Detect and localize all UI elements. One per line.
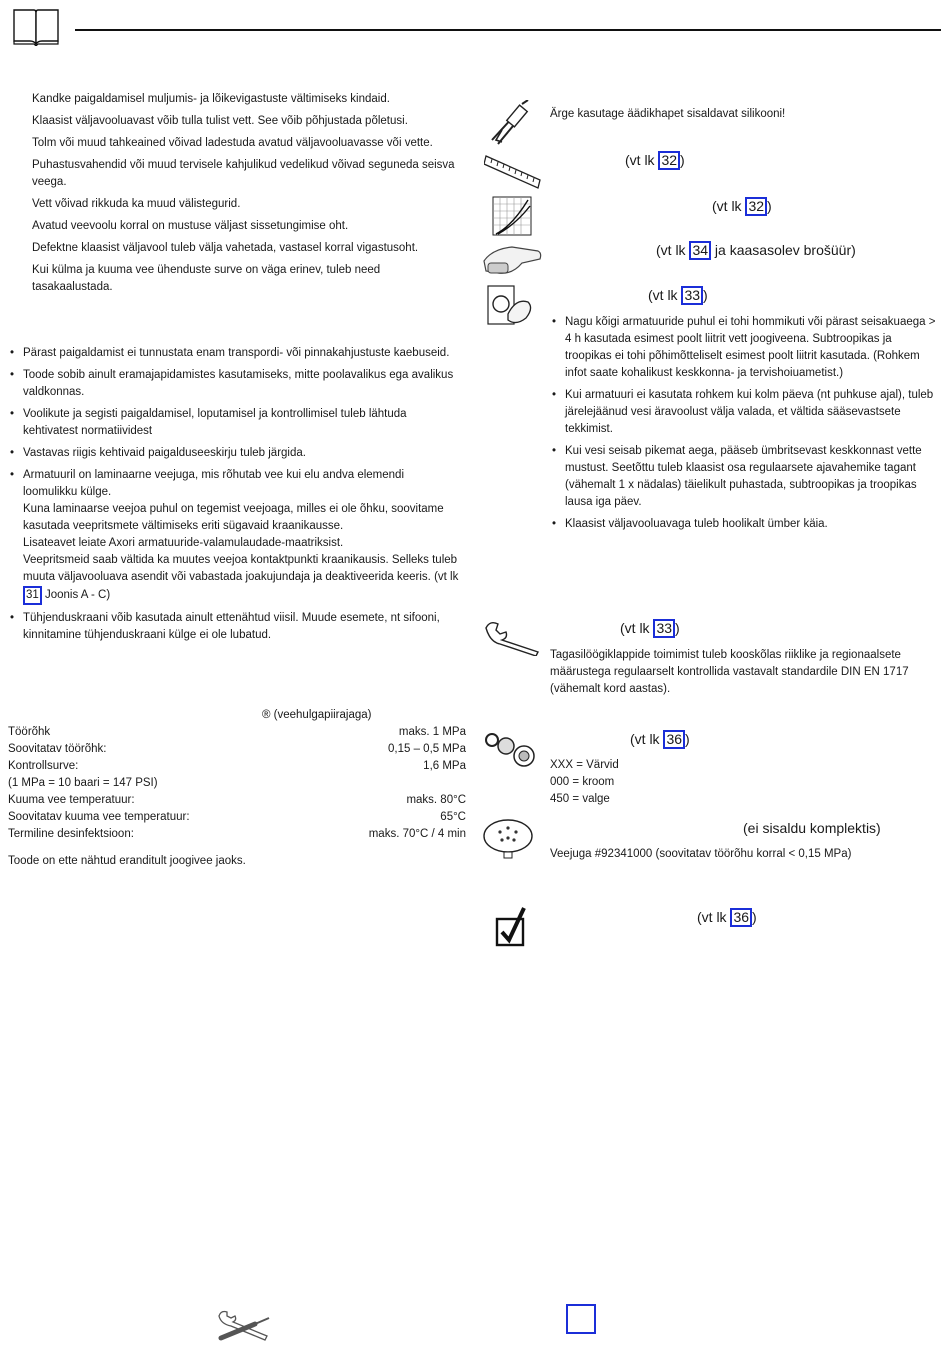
- laminar-text-2: Kuna laminaarse veejoa puhul on tegemist veejoaga, milles ei ole õhku, soovitame kasutada veepritsmete vältimiseks eriti sügavaid kraanikausse.: [23, 503, 444, 532]
- tech-value: 65°C: [440, 811, 466, 823]
- ref-cleaning: [656, 240, 856, 260]
- color-code: 450 =: [550, 793, 580, 805]
- tech-value: maks. 70°C / 4 min: [368, 828, 466, 840]
- ref-spare-parts: [630, 729, 690, 749]
- not-included-label: (ei sisaldu komplektis): [743, 820, 881, 836]
- tech-label: Soovitatav töörõhk:: [8, 743, 107, 755]
- page-link-33[interactable]: 33: [681, 286, 703, 305]
- ref-brochure: ja kaasasolev brošüür): [711, 242, 856, 258]
- flow-diagram-icon: [492, 196, 532, 236]
- warning-dust: Tolm või muud tahkeained võivad ladestuda avatud väljavooluavasse või vette.: [32, 137, 433, 149]
- cleaning-hand-icon: [482, 241, 544, 277]
- list-item: • Pärast paigaldamist ei tunnustata enam transpordi- või pinnakahjustuste kaebuseid.: [8, 345, 460, 362]
- tech-label: Kuuma vee temperatuur:: [8, 794, 135, 806]
- list-item: [550, 774, 619, 791]
- tech-data-table: [8, 724, 466, 843]
- book-icon: [12, 6, 60, 46]
- warning-pressure-balance: Kui külma ja kuuma vee ühenduste surve on väga erinev, tuleb need tasakaalustada.: [32, 264, 381, 293]
- color-codes: [550, 757, 619, 808]
- color-code: XXX =: [550, 759, 583, 771]
- page-link-31[interactable]: 31: [23, 586, 42, 605]
- ref-suffix: ): [675, 620, 680, 636]
- ref-suffix: ): [767, 198, 772, 214]
- wrench-icon: [482, 620, 542, 656]
- jet-regulator-icon: [482, 818, 534, 862]
- potable-water-note: Toode on ette nähtud eranditult joogivee jaoks.: [8, 855, 246, 867]
- ref-prefix: (vt lk: [620, 620, 654, 636]
- list-item: [550, 791, 619, 808]
- color-name: Värvid: [586, 759, 619, 771]
- list-item: • Toode sobib ainult eramajapidamistes kasutamiseks, mitte poolavalikus ega avalikus valdkonnas.: [8, 367, 460, 401]
- list-item: • Vastavas riigis kehtivaid paigalduseeskirju tuleb järgida.: [8, 445, 460, 462]
- warning-hot-water: Klaasist väljavooluavast võib tulla tulist vett. See võib põhjustada põletusi.: [32, 115, 408, 127]
- ref-suffix: ): [752, 909, 757, 925]
- table-row: [8, 792, 466, 809]
- ref-prefix: (vt lk: [656, 242, 690, 258]
- silicone-warning: Ärge kasutage äädikhapet sisaldavat silikooni!: [550, 108, 786, 120]
- ref-dimensions: [625, 150, 685, 170]
- page-link-box[interactable]: [566, 1304, 596, 1334]
- warning-cleaning-agents: Puhastusvahendid või muud tervisele kahjulikud vedelikud võivad seguneda seisva veega.: [32, 159, 455, 188]
- table-row: [8, 741, 466, 758]
- warning-gloves: Kandke paigaldamisel muljumis- ja lõikevigastuste vältimiseks kindaid.: [32, 93, 390, 105]
- maintenance-text: Tagasilöögiklappide toimimist tuleb kooskõlas riiklike ja regionaalsete määrustega regulaarselt kontrollida vastavalt standardile DIN EN 1717 (vähemalt kord aastas).: [550, 649, 909, 695]
- ref-test-certificate: [697, 907, 757, 927]
- tech-label: Kontrollsurve:: [8, 760, 79, 772]
- ref-flow-diagram: [712, 196, 772, 216]
- table-row: [8, 826, 466, 843]
- checkbox-check-icon: [494, 906, 528, 948]
- safety-warnings: [32, 91, 457, 301]
- ref-suffix: ): [703, 287, 708, 303]
- list-item: • Voolikute ja segisti paigaldamisel, loputamisel ja kontrollimisel tuleb lähtuda kehtivatest normatiividest: [8, 406, 460, 440]
- list-item-laminar: [8, 467, 460, 605]
- table-row: [8, 809, 466, 826]
- warning-external-factors: Vett võivad rikkuda ka muud välistegurid.: [32, 198, 241, 210]
- silicone-gun-icon: [488, 100, 532, 146]
- ref-prefix: (vt lk: [712, 198, 746, 214]
- ref-maintenance: [620, 618, 680, 638]
- list-item: • Klaasist väljavooluavaga tuleb hoolikalt ümber käia.: [550, 516, 940, 533]
- ref-hygiene: [648, 285, 708, 305]
- list-item: • Kui armatuuri ei kasutata rohkem kui kolm päeva (nt puhkuse ajal), tuleb järelejäänud vesi äravoolust välja valada, et vältida sääsevastsete tekkimist.: [550, 387, 940, 438]
- installation-notes: [8, 345, 460, 649]
- tech-value: 0,15 – 0,5 MPa: [388, 743, 466, 755]
- page-link-34[interactable]: 34: [689, 241, 711, 260]
- laminar-text-1: Armatuuril on laminaarne veejuga, mis rõhutab vee kui elu andva elemendi loomulikku külge.: [23, 469, 404, 498]
- spare-parts-icon: [482, 728, 542, 772]
- warning-dirt-ingress: Avatud veevoolu korral on mustuse väljast sissetungimise oht.: [32, 220, 349, 232]
- list-item-drain: • Tühjenduskraani võib kasutada ainult ettenähtud viisil. Muude esemete, nt sifooni, kinnitamine tühjenduskraani külge ei ole lubatud.: [8, 610, 460, 644]
- tech-header: ® (veehulgapiirajaga): [262, 709, 372, 721]
- table-row: [8, 724, 466, 741]
- page-link-32[interactable]: 32: [745, 197, 767, 216]
- list-item: • Kui vesi seisab pikemat aega, pääseb ümbritsevast keskkonnast vette mustust. Seetõttu tuleb klaasist osa regulaarsete ajavahemike tagant (vähemalt 1 x nädalas) täielikult puhastada, subtroopikas ja troopikas lausa iga päev.: [550, 443, 940, 511]
- laminar-text-4-end: Joonis A - C): [41, 589, 111, 601]
- page-link-36[interactable]: 36: [730, 908, 752, 927]
- ruler-icon: [484, 152, 542, 192]
- tech-value: maks. 80°C: [406, 794, 466, 806]
- tools-icon: [215, 1308, 273, 1346]
- ref-prefix: (vt lk: [625, 152, 659, 168]
- ref-prefix: (vt lk: [648, 287, 682, 303]
- list-item: • Nagu kõigi armatuuride puhul ei tohi hommikuti või pärast seisakuaega > 4 h kasutada esimest poolt liitrit vett joogiveena. Subtroopikas ja troopikas ei tohi põhimõtteliselt esimest poolt liitrit kasutada. (Rohkem infot saate kohalikust keskkonna- ja tervishoiuametist.): [550, 314, 940, 382]
- page-link-36[interactable]: 36: [663, 730, 685, 749]
- header-rule: [75, 29, 941, 31]
- tech-label: (1 MPa = 10 baari = 147 PSI): [8, 777, 158, 789]
- tech-value: maks. 1 MPa: [398, 726, 466, 738]
- warning-defective-glass: Defektne klaasist väljavool tuleb välja vahetada, vastasel korral vigastusoht.: [32, 242, 419, 254]
- ref-prefix: (vt lk: [630, 731, 664, 747]
- color-name: kroom: [582, 776, 615, 788]
- ref-suffix: ): [685, 731, 690, 747]
- color-code: 000 =: [550, 776, 580, 788]
- page-link-32[interactable]: 32: [658, 151, 680, 170]
- laminar-text-4: Veepritsmeid saab vältida ka muutes veejoa kontaktpunkti kraanikausis. Selleks tuleb muuta väljavooluava asendit või vabastada joakujundaja ja deaktiveerida keeris. (vt lk: [23, 554, 459, 583]
- tech-label: Soovitatav kuuma vee temperatuur:: [8, 811, 190, 823]
- table-row: [8, 775, 466, 792]
- color-name: valge: [582, 793, 610, 805]
- ref-suffix: ): [680, 152, 685, 168]
- tech-label: Töörõhk: [8, 726, 51, 738]
- page-link-33[interactable]: 33: [653, 619, 675, 638]
- tech-value: 1,6 MPa: [423, 760, 466, 772]
- list-item: [550, 757, 619, 774]
- table-row: [8, 758, 466, 775]
- hand-operation-icon: [486, 284, 536, 326]
- ref-prefix: (vt lk: [697, 909, 731, 925]
- jet-regulator-text: Veejuga #92341000 (soovitatav töörõhu korral < 0,15 MPa): [550, 848, 852, 860]
- laminar-text-3: Lisateavet leiate Axori armatuuride-valamulaudade-maatriksist.: [23, 537, 344, 549]
- tech-label: Termiline desinfektsioon:: [8, 828, 134, 840]
- hygiene-notes: [550, 314, 940, 538]
